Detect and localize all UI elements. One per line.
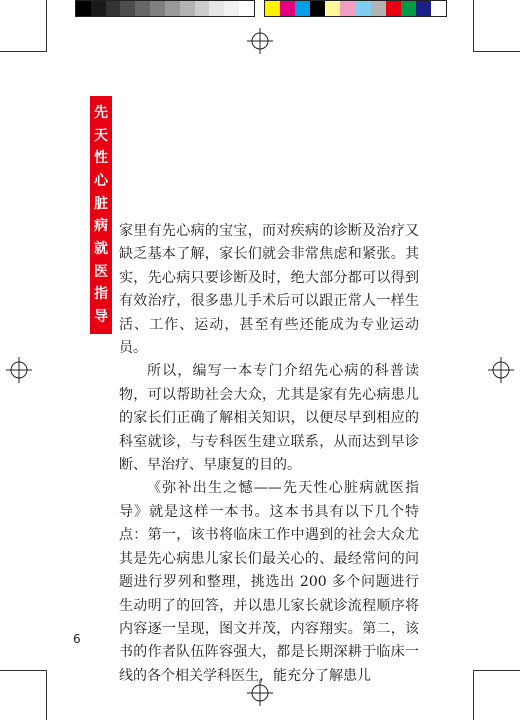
side-tab-char: 先	[94, 105, 108, 121]
side-tab-char: 天	[94, 127, 108, 144]
color-swatch	[401, 1, 416, 16]
color-swatch	[355, 1, 370, 16]
color-swatch	[386, 1, 401, 16]
gray-swatch	[91, 1, 106, 16]
crop-mark	[474, 51, 520, 52]
color-swatch	[340, 1, 355, 16]
registration-target-icon	[488, 357, 514, 383]
body-paragraph: 家里有先心病的宝宝，而对疾病的诊断及治疗又缺乏基本了解，家长们就会非常焦虑和紧张。其实，先心病只要诊断及时，绝大部分都可以得到有效治疗，很多患儿手术后可以跟正常人一样生活、工作、运动，甚至有些还能成为专业运动员。	[119, 223, 419, 357]
gray-swatch	[180, 1, 195, 16]
registration-target-icon	[247, 28, 273, 54]
crop-mark	[0, 670, 46, 671]
crop-mark	[473, 670, 474, 720]
crop-mark	[473, 0, 474, 52]
gray-swatch	[165, 1, 180, 16]
color-swatch	[265, 1, 280, 16]
gray-swatch	[135, 1, 150, 16]
gray-swatch	[106, 1, 121, 16]
page-number: 6	[73, 632, 81, 646]
color-registration-bar	[264, 0, 447, 17]
body-paragraph: 所以，编写一本专门介绍先心病的科普读物，可以帮助社会大众，尤其是家有先心病患儿的家长们正确了解相关知识，以便尽早到相应的科室就诊，与专科医生建立联系，从而达到早诊断、早治疗、早康复的目的。	[119, 363, 419, 474]
crop-mark	[46, 670, 47, 720]
gray-swatch	[239, 1, 254, 16]
crop-mark	[0, 51, 46, 52]
side-tab-char: 指	[94, 286, 108, 303]
gray-swatch	[120, 1, 135, 16]
body-text	[119, 220, 419, 688]
gray-swatch	[224, 1, 239, 16]
body-paragraph: 《弥补出生之憾——先天性心脏病就医指导》就是这样一本书。这本书具有以下几个特点：第一，该书将临床工作中遇到的社会大众尤其是先心病患儿家长们最关心的、最经常问的问题进行罗列和整理，挑选出 200 多个问题进行生动明了的回答，并以患儿家长就诊流程顺序将内容逐一呈现，图文并茂，内容翔实。第二，该书的作者队伍阵容强大，都是长期深耕于临床一线的各个相关学科医生，能充分了解患儿	[119, 480, 419, 684]
color-swatch	[325, 1, 340, 16]
color-swatch	[416, 1, 431, 16]
side-tab-char: 导	[94, 308, 108, 325]
crop-mark	[474, 670, 520, 671]
gray-swatch	[195, 1, 210, 16]
crop-mark	[46, 0, 47, 52]
grayscale-registration-bar	[75, 0, 255, 17]
gray-swatch	[150, 1, 165, 16]
color-swatch	[371, 1, 386, 16]
registration-target-icon	[6, 357, 32, 383]
color-swatch	[310, 1, 325, 16]
side-tab-char: 性	[94, 150, 108, 167]
side-tab-char: 病	[94, 218, 108, 235]
side-tab-char: 脏	[94, 195, 108, 212]
chapter-side-tab	[90, 96, 112, 334]
color-swatch	[295, 1, 310, 16]
color-swatch	[431, 1, 446, 16]
gray-swatch	[209, 1, 224, 16]
side-tab-char: 医	[94, 263, 108, 280]
side-tab-char: 就	[94, 240, 108, 257]
color-swatch	[280, 1, 295, 16]
gray-swatch	[76, 1, 91, 16]
side-tab-char: 心	[94, 172, 108, 189]
